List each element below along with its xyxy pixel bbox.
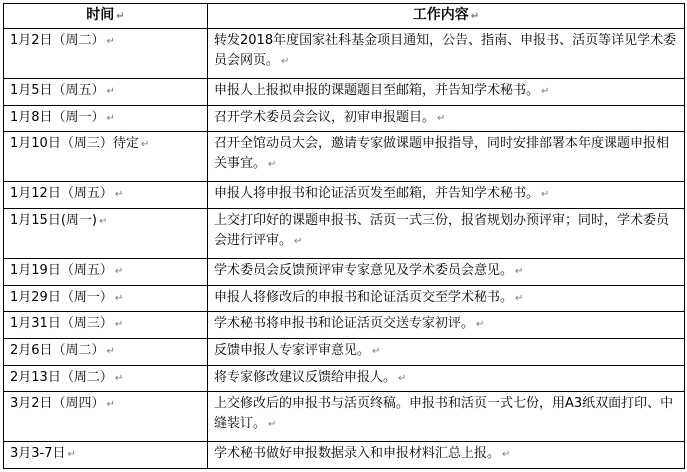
content-text: 上交修改后的申报书与活页终稿。申报书和活页一式七份，用A3纸双面打印、中缝装订。 bbox=[214, 396, 674, 432]
content-text: 召开全馆动员大会，邀请专家做课题申报指导，同时安排部署本年度课题申报相关事宜。 bbox=[214, 136, 670, 172]
content-cell bbox=[208, 259, 685, 286]
paragraph-mark: ↵ bbox=[106, 36, 115, 47]
date-cell bbox=[4, 312, 208, 339]
header-date bbox=[4, 4, 208, 29]
paragraph-mark: ↵ bbox=[116, 11, 125, 22]
paragraph-mark: ↵ bbox=[106, 86, 115, 98]
content-text: 召开学术委员会会议，初审申报题目。 bbox=[214, 109, 436, 125]
date-cell bbox=[4, 105, 208, 132]
content-text: 上交打印好的课题申报书、活页一式三份，报省规划办预评审；同时，学术委员会进行评审。 bbox=[214, 213, 670, 249]
content-cell bbox=[208, 338, 685, 365]
date-cell bbox=[4, 132, 208, 182]
date-text: 1月19日（周五） bbox=[10, 263, 113, 279]
date-text: 1月8日（周一） bbox=[10, 109, 105, 125]
date-text: 2月6日（周二） bbox=[10, 342, 105, 358]
content-cell bbox=[208, 29, 685, 79]
paragraph-mark: ↵ bbox=[268, 419, 277, 431]
content-text: 学术秘书将申报书和论证活页交送专家初评。 bbox=[214, 316, 475, 332]
header-date-label: 时间 bbox=[86, 7, 115, 23]
date-text: 2月13日（周二） bbox=[10, 369, 113, 385]
paragraph-mark: ↵ bbox=[106, 399, 115, 411]
table-row bbox=[4, 338, 685, 365]
paragraph-mark: ↵ bbox=[67, 449, 76, 461]
content-text: 反馈申报人专家评审意见。 bbox=[214, 342, 371, 358]
date-cell bbox=[4, 442, 208, 469]
paragraph-mark: ↵ bbox=[106, 345, 115, 357]
content-text: 转发2018年度国家社科基金项目通知，公告、指南、申报书、活页等详见学术委员会网页。 bbox=[214, 33, 677, 68]
table-row bbox=[4, 442, 685, 469]
date-cell bbox=[4, 79, 208, 106]
date-text: 1月15日(周一) bbox=[10, 213, 97, 229]
header-row bbox=[4, 4, 685, 29]
paragraph-mark: ↵ bbox=[470, 11, 480, 22]
content-cell bbox=[208, 182, 685, 209]
table-row bbox=[4, 365, 685, 392]
content-cell bbox=[208, 312, 685, 339]
table-body bbox=[4, 29, 685, 469]
paragraph-mark: ↵ bbox=[106, 112, 115, 124]
paragraph-mark: ↵ bbox=[98, 216, 108, 228]
paragraph-mark: ↵ bbox=[114, 319, 124, 331]
date-cell bbox=[4, 209, 208, 259]
content-cell bbox=[208, 132, 685, 182]
paragraph-mark: ↵ bbox=[515, 266, 524, 278]
date-cell bbox=[4, 29, 208, 79]
date-text: 1月10日（周三）待定 bbox=[10, 136, 139, 152]
date-text: 1月12日（周五） bbox=[10, 186, 113, 202]
table-row bbox=[4, 132, 685, 182]
date-text: 1月2日（周二） bbox=[10, 33, 105, 48]
table-row bbox=[4, 312, 685, 339]
paragraph-mark: ↵ bbox=[114, 266, 124, 278]
table-row bbox=[4, 105, 685, 132]
content-text: 申报人上报拟申报的课题题目至邮箱，并告知学术秘书。 bbox=[214, 83, 540, 99]
content-text: 将专家修改建议反馈给申报人。 bbox=[214, 369, 397, 385]
date-text: 3月3-7日 bbox=[10, 446, 66, 462]
header-content-label: 工作内容 bbox=[412, 7, 469, 23]
date-cell bbox=[4, 259, 208, 286]
paragraph-mark: ↵ bbox=[476, 319, 485, 331]
content-cell bbox=[208, 442, 685, 469]
date-text: 1月5日（周五） bbox=[10, 83, 105, 99]
paragraph-mark: ↵ bbox=[281, 56, 290, 67]
paragraph-mark: ↵ bbox=[398, 372, 407, 384]
date-text: 3月2日（周四） bbox=[10, 396, 105, 412]
date-text: 1月29日（周一） bbox=[10, 289, 113, 305]
content-text: 学术秘书做好申报数据录入和申报材料汇总上报。 bbox=[214, 446, 501, 462]
paragraph-mark: ↵ bbox=[294, 236, 303, 248]
date-cell bbox=[4, 365, 208, 392]
paragraph-mark: ↵ bbox=[372, 345, 381, 357]
paragraph-mark: ↵ bbox=[541, 189, 550, 201]
content-cell bbox=[208, 392, 685, 442]
table-row bbox=[4, 29, 685, 79]
date-cell bbox=[4, 285, 208, 312]
paragraph-mark: ↵ bbox=[515, 292, 524, 304]
paragraph-mark: ↵ bbox=[140, 139, 150, 151]
paragraph-mark: ↵ bbox=[114, 189, 124, 201]
table-row bbox=[4, 392, 685, 442]
content-cell bbox=[208, 79, 685, 106]
table-row bbox=[4, 79, 685, 106]
content-text: 申报人将修改后的申报书和论证活页交至学术秘书。 bbox=[214, 289, 514, 305]
date-cell bbox=[4, 182, 208, 209]
paragraph-mark: ↵ bbox=[268, 159, 277, 171]
paragraph-mark: ↵ bbox=[541, 86, 550, 98]
schedule-table bbox=[3, 3, 685, 469]
paragraph-mark: ↵ bbox=[114, 292, 124, 304]
date-text: 1月31日（周三） bbox=[10, 316, 113, 332]
content-text: 学术委员会反馈预评审专家意见及学术委员会意见。 bbox=[214, 263, 514, 279]
date-cell bbox=[4, 338, 208, 365]
content-cell bbox=[208, 209, 685, 259]
table-row bbox=[4, 182, 685, 209]
content-cell bbox=[208, 365, 685, 392]
table-row bbox=[4, 285, 685, 312]
content-cell bbox=[208, 105, 685, 132]
header-content bbox=[208, 4, 685, 29]
date-cell bbox=[4, 392, 208, 442]
table-row bbox=[4, 209, 685, 259]
paragraph-mark: ↵ bbox=[437, 112, 446, 124]
table-row bbox=[4, 259, 685, 286]
paragraph-mark: ↵ bbox=[114, 372, 124, 384]
paragraph-mark: ↵ bbox=[502, 449, 511, 461]
content-text: 申报人将申报书和论证活页发至邮箱，并告知学术秘书。 bbox=[214, 186, 540, 202]
content-cell bbox=[208, 285, 685, 312]
table-header bbox=[4, 4, 685, 29]
